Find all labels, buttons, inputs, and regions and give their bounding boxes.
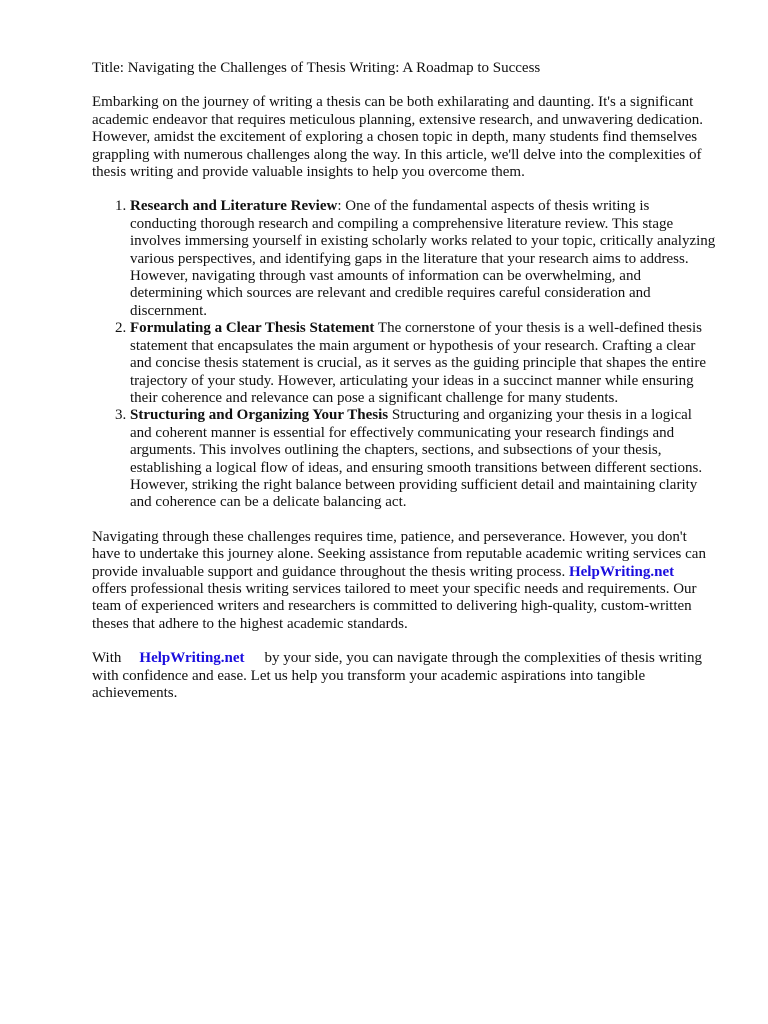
list-item-body: Structuring and organizing your thesis in a logical and coherent manner is essential for effectively communicating your research findings and arguments. This involves outlining the chapters, sections, and subsections of your thesis, establishing a logical flow of ideas, and ensuring smooth transitions between different sections. However, striking the right balance between providing sufficient detail and maintaining clarity and coherence can be a delicate balancing act. bbox=[130, 407, 703, 511]
services-paragraph bbox=[92, 529, 716, 633]
closing-paragraph bbox=[92, 650, 716, 702]
list-item-heading: Formulating a Clear Thesis Statement bbox=[130, 320, 375, 337]
services-paragraph-text: Navigating through these challenges requires time, patience, and perseverance. However, you don't have to undertake this journey alone. Seeking assistance from reputable academic writing services can provide invaluable support and guidance throughout the thesis writing process. bbox=[92, 528, 706, 580]
intro-paragraph: Embarking on the journey of writing a thesis can be both exhilarating and daunting. It's a significant academic endeavor that requires meticulous planning, extensive research, and unwavering dedication. However, amidst the excitement of exploring a chosen topic in depth, many students find themselves grappling with numerous challenges along the way. In this article, we'll delve into the complexities of thesis writing and provide valuable insights to help you overcome them. bbox=[92, 94, 704, 181]
list-item bbox=[130, 320, 716, 407]
list-item-heading: Structuring and Organizing Your Thesis bbox=[130, 407, 389, 424]
challenges-list bbox=[92, 198, 716, 511]
document-title: Title: Navigating the Challenges of Thesis Writing: A Roadmap to Success bbox=[92, 60, 541, 76]
list-item-body: One of the fundamental aspects of thesis writing is conducting thorough research and compiling a comprehensive literature review. This stage involves immersing yourself in existing scholarly works related to your topic, critically analyzing various perspectives, and identifying gaps in the literature that your research aims to address. However, navigating through vast amounts of information can be overwhelming, and determining which sources are relevant and credible requires careful consideration and discernment. bbox=[130, 198, 716, 319]
document-page bbox=[92, 60, 716, 719]
list-item-body: The cornerstone of your thesis is a well-defined thesis statement that encapsulates the main argument or hypothesis of your research. Crafting a clear and concise thesis statement is crucial, as it serves as the guiding principle that shapes the entire trajectory of your study. However, articulating your ideas in a succinct manner while ensuring their coherence and relevance can pose a significant challenge for many students. bbox=[130, 320, 707, 406]
helpwriting-link[interactable]: HelpWriting.net bbox=[568, 563, 675, 580]
services-paragraph-continuation: offers professional thesis writing services tailored to meet your specific needs and requirements. Our team of experienced writers and researchers is committed to delivering high-quality, custom-written theses that adhere to the highest academic standards. bbox=[92, 580, 697, 632]
list-item-heading: Research and Literature Review bbox=[130, 198, 338, 215]
closing-paragraph-text: by your side, you can navigate through the complexities of thesis writing with confidence and ease. Let us help you transform your academic aspirations into tangible achievements. bbox=[92, 650, 702, 701]
list-item bbox=[130, 407, 716, 511]
closing-paragraph-lead: With bbox=[92, 650, 122, 667]
list-item bbox=[130, 198, 716, 320]
helpwriting-link[interactable]: HelpWriting.net bbox=[139, 650, 245, 667]
list-item-separator: : bbox=[337, 198, 342, 215]
